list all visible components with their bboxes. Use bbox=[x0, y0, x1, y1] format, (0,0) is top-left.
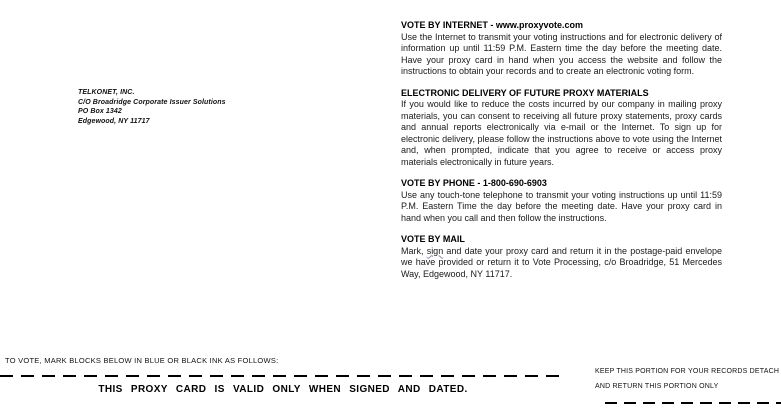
validity-note: THIS PROXY CARD IS VALID ONLY WHEN SIGNED AND DATED. bbox=[98, 384, 468, 395]
vote-instructions-column bbox=[401, 20, 722, 290]
electronic-delivery-heading: ELECTRONIC DELIVERY OF FUTURE PROXY MATERIALS bbox=[401, 87, 649, 98]
detach-perforation-line bbox=[0, 375, 566, 377]
vote-by-mail-heading: VOTE BY MAIL bbox=[401, 234, 465, 244]
keep-portion-note-line2: AND RETURN THIS PORTION ONLY bbox=[595, 383, 719, 390]
electronic-delivery-body: If you would like to reduce the costs incurred by our company in mailing proxy materials, you can consent to receiving all future proxy statements, proxy cards and annual reports electronically via e-mail or the Internet. To sign up for electronic delivery, please follow the instructions above to vote using the Internet and, when prompted, indicate that you agree to receive or access proxy materials electronically in future years. bbox=[401, 99, 722, 167]
vote-by-internet-body: Use the Internet to transmit your voting instructions and for electronic delivery of information up until 11:59 P.M. Eastern time the day before the meeting date. Have your proxy card in hand when you access the website and follow the instructions to obtain your records and to create an electronic voting form. bbox=[401, 31, 722, 76]
return-address-po-box: PO Box 1342 bbox=[78, 108, 122, 115]
return-address-city-state-zip: Edgewood, NY 11717 bbox=[78, 117, 150, 125]
return-address-care-of: C/O Broadridge Corporate Issuer Solutions bbox=[78, 98, 226, 106]
vote-by-mail-body-suffix: and date your proxy card and return it in the postage-paid envelope we have provided or return it to Vote Processing, c/o Broadridge, 51 Mercedes Way, Edgewood, NY 11717. bbox=[401, 245, 722, 279]
vote-by-phone-body: Use any touch-tone telephone to transmit your voting instructions up until 11:59 P.M. Eastern Time the day before the meeting date. Have your proxy card in hand when you call and then follow the instructions. bbox=[401, 189, 722, 223]
vote-by-phone-heading: VOTE BY PHONE - 1-800-690-6903 bbox=[401, 178, 547, 188]
return-address bbox=[78, 88, 226, 126]
vote-by-internet-heading: VOTE BY INTERNET - www.proxyvote.com bbox=[401, 20, 584, 30]
electronic-delivery-section bbox=[401, 88, 722, 169]
keep-portion-note bbox=[595, 364, 780, 394]
vote-by-phone-section bbox=[401, 178, 722, 224]
vote-by-mail-section bbox=[401, 234, 722, 280]
vote-by-internet-section bbox=[401, 20, 722, 78]
vote-by-mail-body bbox=[401, 246, 722, 281]
return-address-company: TELKONET, INC. bbox=[78, 89, 135, 96]
mark-blocks-instruction: TO VOTE, MARK BLOCKS BELOW IN BLUE OR BLACK INK AS FOLLOWS: bbox=[5, 356, 279, 365]
keep-portion-note-line1: KEEP THIS PORTION FOR YOUR RECORDS DETACH bbox=[595, 368, 780, 375]
vote-by-mail-sign-word: sign bbox=[426, 245, 444, 256]
vote-by-mail-body-prefix: Mark, bbox=[401, 245, 427, 256]
detach-perforation-line-right bbox=[605, 402, 781, 404]
